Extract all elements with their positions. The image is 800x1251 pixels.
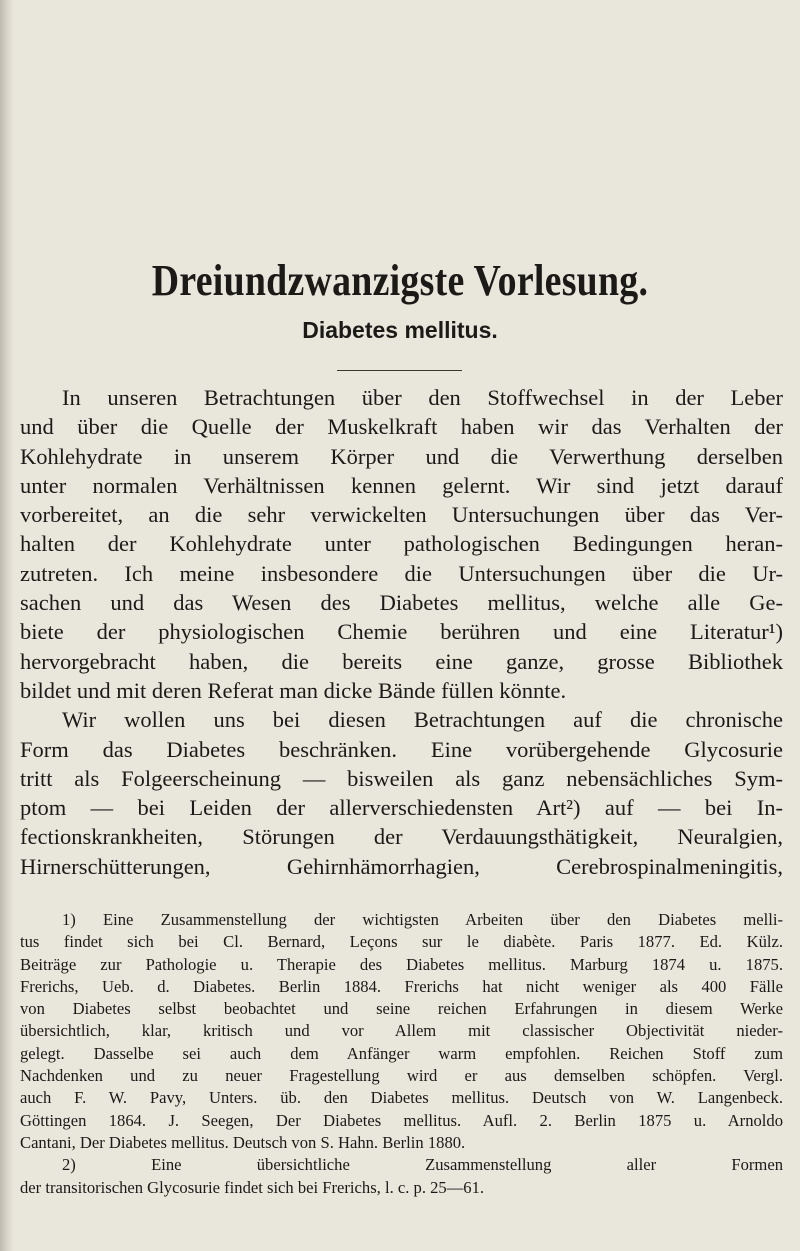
text-line: sachen und das Wesen des Diabetes mellitus, welche alle Ge- (20, 590, 783, 616)
footnote-line: tus findet sich bei Cl. Bernard, Leçons sur le diabète. Paris 1877. Ed. Külz. (20, 932, 783, 952)
footnote-line: 1) Eine Zusammenstellung der wichtigsten Arbeiten über den Diabetes melli- (62, 910, 783, 929)
text-line: tritt als Folgeerscheinung — bisweilen als ganz nebensächliches Sym- (20, 765, 783, 791)
text-line: fectionskrankheiten, Störungen der Verdauungsthätigkeit, Neuralgien, (20, 824, 783, 850)
footnotes (20, 909, 783, 1199)
footnote-line: Beiträge zur Pathologie u. Therapie des Diabetes mellitus. Marburg 1874 u. 1875. (20, 954, 783, 974)
text-line: Hirnerschütterungen, Gehirnhämorrhagien, Cerebrospinalmeningitis, (20, 853, 783, 879)
footnote-line: Göttingen 1864. J. Seegen, Der Diabetes mellitus. Aufl. 2. Berlin 1875 u. Arnoldo (20, 1110, 783, 1130)
text-line: bildet und mit deren Referat man dicke Bände füllen könnte. (20, 677, 567, 703)
footnote-line: von Diabetes selbst beobachtet und seine reichen Erfahrungen in diesem Werke (20, 999, 783, 1019)
text-line: zutreten. Ich meine insbesondere die Untersuchungen über die Ur- (20, 560, 783, 586)
main-text (20, 383, 783, 881)
text-line: biete der physiologischen Chemie berühren und eine Literatur¹) (20, 619, 783, 645)
footnote-line: auch F. W. Pavy, Unters. üb. den Diabetes mellitus. Deutsch von W. Langenbeck. (20, 1088, 783, 1108)
footnote-line: Nachdenken und zu neuer Fragestellung wird er aus demselben schöpfen. Vergl. (20, 1066, 783, 1086)
text-line: Form das Diabetes beschränken. Eine vorübergehende Glycosurie (20, 736, 783, 762)
text-line: Kohlehydrate in unserem Körper und die Verwerthung derselben (20, 443, 783, 469)
footnote-line: Cantani, Der Diabetes mellitus. Deutsch von S. Hahn. Berlin 1880. (20, 1132, 466, 1152)
text-line: hervorgebracht haben, die bereits eine ganze, grosse Bibliothek (20, 648, 783, 674)
footnote-line: gelegt. Dasselbe sei auch dem Anfänger warm empfohlen. Reichen Stoff zum (20, 1043, 783, 1063)
footnote-line: 2) Eine übersichtliche Zusammenstellung aller Formen (62, 1155, 783, 1175)
lecture-title: Dreiundzwanzigste Vorlesung. (151, 256, 649, 305)
footnote-line: übersichtlich, klar, kritisch und vor Allem mit classischer Objectivität nieder- (20, 1021, 783, 1041)
text-line: halten der Kohlehydrate unter pathologischen Bedingungen heran- (20, 531, 783, 557)
footnote-line: der transitorischen Glycosurie findet sich bei Frerichs, l. c. p. 25—61. (20, 1177, 485, 1197)
footnote-line: Frerichs, Ueb. d. Diabetes. Berlin 1884. Frerichs hat nicht weniger als 400 Fälle (20, 976, 783, 996)
text-line: unter normalen Verhältnissen kennen gelernt. Wir sind jetzt darauf (20, 472, 783, 498)
text-line: vorbereitet, an die sehr verwickelten Untersuchungen über das Ver- (20, 502, 783, 528)
text-line: und über die Quelle der Muskelkraft haben wir das Verhalten der (20, 414, 783, 440)
text-line: ptom — bei Leiden der allerverschiedensten Art²) auf — bei In- (20, 795, 783, 821)
lecture-subtitle: Diabetes mellitus. (302, 317, 498, 343)
title-divider (337, 370, 462, 371)
text-line: Wir wollen uns bei diesen Betrachtungen auf die chronische (62, 707, 783, 733)
text-line: In unseren Betrachtungen über den Stoffwechsel in der Leber (62, 385, 783, 410)
